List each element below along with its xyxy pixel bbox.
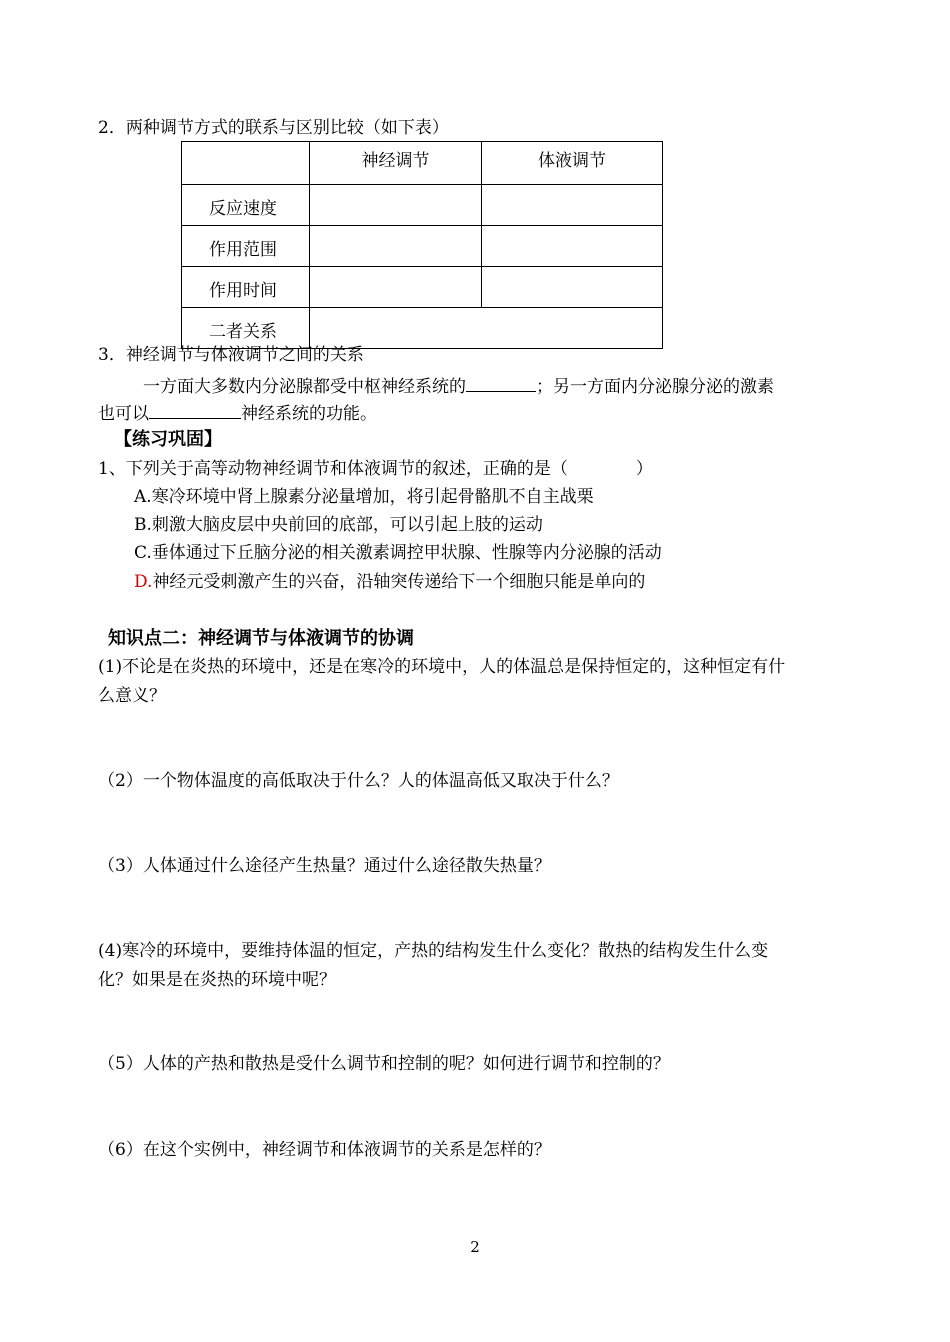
page-number: 2 bbox=[470, 1238, 480, 1256]
row-label-relation: 二者关系 bbox=[182, 308, 310, 349]
table-row bbox=[182, 226, 663, 267]
row-label-time: 作用时间 bbox=[182, 267, 310, 308]
question-2: （2）一个物体温度的高低取决于什么？人的体温高低又取决于什么？ bbox=[98, 771, 619, 791]
option-text: 寒冷环境中肾上腺素分泌量增加，将引起骨骼肌不自主战栗 bbox=[151, 487, 594, 507]
section3-paragraph-line1 bbox=[143, 375, 774, 397]
comparison-table bbox=[181, 141, 663, 349]
row-label-range: 作用范围 bbox=[182, 226, 310, 267]
cell-blank[interactable] bbox=[310, 185, 482, 226]
cell-blank[interactable] bbox=[482, 226, 663, 267]
option-d bbox=[134, 572, 645, 592]
option-letter-answer: D. bbox=[134, 572, 153, 592]
option-letter: B. bbox=[134, 515, 152, 535]
question-1-line2: 么意义？ bbox=[98, 686, 166, 706]
row-label-speed: 反应速度 bbox=[182, 185, 310, 226]
question-3: （3）人体通过什么途径产生热量？通过什么途径散失热量？ bbox=[98, 856, 551, 876]
para-text: 神经系统的功能。 bbox=[241, 404, 377, 424]
question-4-line1: (4)寒冷的环境中，要维持体温的恒定，产热的结构发生什么变化？散热的结构发生什么变 bbox=[98, 941, 769, 961]
cell-blank-merged[interactable] bbox=[310, 308, 663, 349]
table-row bbox=[182, 267, 663, 308]
option-text: 刺激大脑皮层中央前回的底部，可以引起上肢的运动 bbox=[151, 515, 543, 535]
cell-blank[interactable] bbox=[310, 267, 482, 308]
question-6: （6）在这个实例中，神经调节和体液调节的关系是怎样的？ bbox=[98, 1140, 551, 1160]
section3-paragraph-line2 bbox=[98, 402, 377, 424]
option-letter: C. bbox=[134, 543, 152, 563]
cell-blank[interactable] bbox=[482, 267, 663, 308]
knowledge-point-2-title: 知识点二：神经调节与体液调节的协调 bbox=[108, 628, 414, 649]
table-row bbox=[182, 308, 663, 349]
practice-title: 【练习巩固】 bbox=[114, 429, 222, 450]
question-1-line1: (1)不论是在炎热的环境中，还是在寒冷的环境中，人的体温总是保持恒定的，这种恒定有什 bbox=[98, 657, 786, 677]
option-a bbox=[134, 487, 594, 507]
cell-blank[interactable] bbox=[310, 226, 482, 267]
question-5: （5）人体的产热和散热是受什么调节和控制的呢？如何进行调节和控制的？ bbox=[98, 1054, 670, 1074]
option-b bbox=[134, 515, 543, 535]
table-header-humoral: 体液调节 bbox=[482, 142, 663, 185]
table-header-empty bbox=[182, 142, 310, 185]
option-c bbox=[134, 543, 662, 563]
option-text: 神经元受刺激产生的兴奋，沿轴突传递给下一个细胞只能是单向的 bbox=[152, 572, 646, 592]
section3-heading: 3．神经调节与体液调节之间的关系 bbox=[98, 345, 364, 365]
table-header-neural: 神经调节 bbox=[310, 142, 482, 185]
table-row bbox=[182, 185, 663, 226]
option-letter: A. bbox=[134, 487, 152, 507]
section2-heading: 2．两种调节方式的联系与区别比较（如下表） bbox=[98, 118, 449, 138]
para-text: ；另一方面内分泌腺分泌的激素 bbox=[536, 377, 774, 397]
option-text: 垂体通过下丘脑分泌的相关激素调控甲状腺、性腺等内分泌腺的活动 bbox=[151, 543, 662, 563]
para-text: 一方面大多数内分泌腺都受中枢神经系统的 bbox=[143, 377, 466, 397]
cell-blank[interactable] bbox=[482, 185, 663, 226]
practice-question: 1、下列关于高等动物神经调节和体液调节的叙述，正确的是（ ） bbox=[98, 459, 653, 479]
question-4-line2: 化？如果是在炎热的环境中呢？ bbox=[98, 970, 336, 990]
fill-blank-2[interactable] bbox=[149, 402, 241, 419]
fill-blank-1[interactable] bbox=[466, 375, 536, 392]
table-header-row bbox=[182, 142, 663, 185]
para-text: 也可以 bbox=[98, 404, 149, 424]
